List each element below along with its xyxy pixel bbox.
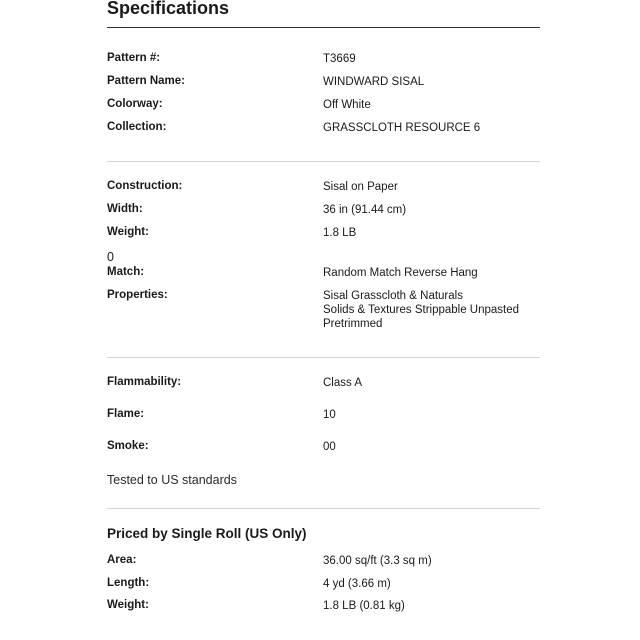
spec-value: Class A <box>323 377 362 389</box>
stray-value: 0 <box>107 250 114 264</box>
spec-label: Properties: <box>107 289 168 301</box>
heading-divider <box>107 27 540 28</box>
section-divider <box>107 508 540 509</box>
property-line: Pretrimmed <box>323 318 383 330</box>
spec-label: Pattern Name: <box>107 75 185 87</box>
spec-value: GRASSCLOTH RESOURCE 6 <box>323 122 481 134</box>
section-divider <box>107 357 540 358</box>
standards-note: Tested to US standards <box>107 473 237 487</box>
spec-label: Smoke: <box>107 440 149 452</box>
spec-label: Flammability: <box>107 376 182 388</box>
property-line: Solids & Textures Strippable Unpasted <box>323 304 520 316</box>
spec-label: Pattern #: <box>107 52 161 64</box>
spec-value: 00 <box>323 441 336 453</box>
spec-value: T3669 <box>323 53 356 65</box>
property-line: Sisal Grasscloth & Naturals <box>323 290 463 302</box>
spec-label: Collection: <box>107 121 167 133</box>
page-title: Specifications <box>107 0 230 18</box>
spec-label: Area: <box>107 554 137 566</box>
spec-value: Off White <box>323 99 371 111</box>
spec-label: Match: <box>107 266 145 278</box>
spec-value: 1.8 LB (0.81 kg) <box>323 600 405 612</box>
spec-value: 4 yd (3.66 m) <box>323 578 391 590</box>
spec-label: Weight: <box>107 226 149 238</box>
spec-label: Width: <box>107 203 143 215</box>
spec-value: Random Match Reverse Hang <box>323 267 478 279</box>
spec-label: Construction: <box>107 180 183 192</box>
spec-value: 10 <box>323 409 336 421</box>
spec-label: Colorway: <box>107 98 163 110</box>
spec-value: Sisal on Paper <box>323 181 398 193</box>
spec-value: 36.00 sq/ft (3.3 sq m) <box>323 555 432 567</box>
spec-label: Flame: <box>107 408 145 420</box>
spec-value: WINDWARD SISAL <box>323 76 425 88</box>
spec-value-list <box>323 289 519 331</box>
section-divider <box>107 161 540 162</box>
spec-value: 1.8 LB <box>323 227 357 239</box>
spec-value: 36 in (91.44 cm) <box>323 204 407 216</box>
spec-label: Length: <box>107 577 150 589</box>
spec-label: Weight: <box>107 599 149 611</box>
pricing-heading: Priced by Single Roll (US Only) <box>107 526 307 541</box>
